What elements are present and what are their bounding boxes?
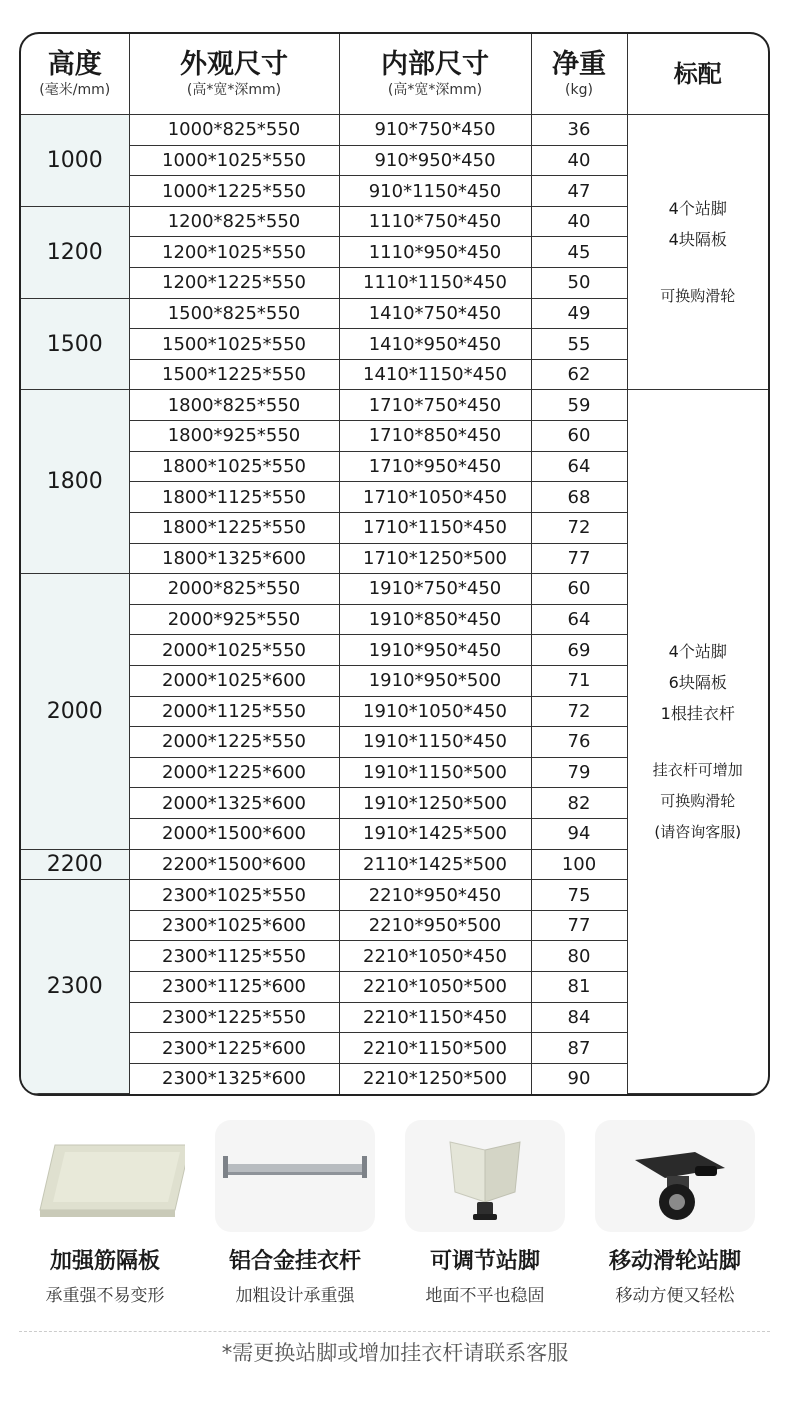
- outer-size-cell: 2300*1025*600: [129, 910, 339, 941]
- feature-wheel-subtitle: 移动方便又轻松: [615, 1286, 735, 1306]
- spec-cell: [627, 390, 768, 1094]
- header-inner-size-label: 内部尺寸: [381, 49, 489, 80]
- inner-size-cell: 2210*950*500: [339, 910, 531, 941]
- outer-size-cell: 1500*1225*550: [129, 359, 339, 390]
- header-inner-size: [339, 34, 531, 115]
- header-net-weight-label: 净重: [552, 49, 606, 80]
- table-header-row: [21, 34, 768, 115]
- inner-size-cell: 1710*1150*450: [339, 512, 531, 543]
- inner-size-cell: 2210*1150*500: [339, 1033, 531, 1064]
- spec-line: 4个站脚: [668, 198, 727, 218]
- weight-cell: 72: [531, 696, 627, 727]
- outer-size-cell: 2300*1125*550: [129, 941, 339, 972]
- inner-size-cell: 2210*1050*450: [339, 941, 531, 972]
- weight-cell: 100: [531, 849, 627, 880]
- shelf-board-icon: [25, 1120, 185, 1232]
- feature-shelf-title: 加强筋隔板: [49, 1249, 160, 1274]
- weight-cell: 64: [531, 451, 627, 482]
- header-net-weight: [531, 34, 627, 115]
- weight-cell: 80: [531, 941, 627, 972]
- inner-size-cell: 1910*1250*500: [339, 788, 531, 819]
- weight-cell: 49: [531, 298, 627, 329]
- outer-size-cell: 2000*1125*550: [129, 696, 339, 727]
- table-row: [21, 390, 768, 421]
- outer-size-cell: 2300*1225*550: [129, 1002, 339, 1033]
- weight-cell: 69: [531, 635, 627, 666]
- header-standard-config-label: 标配: [673, 60, 722, 88]
- header-inner-size-unit: (高*宽*深mm): [387, 82, 483, 98]
- inner-size-cell: 1910*1150*500: [339, 757, 531, 788]
- hanging-rod-icon: [215, 1120, 375, 1232]
- inner-size-cell: 1710*1050*450: [339, 482, 531, 513]
- outer-size-cell: 2000*1025*600: [129, 665, 339, 696]
- spec-line: 1根挂衣杆: [660, 703, 735, 723]
- weight-cell: 77: [531, 543, 627, 574]
- header-height-label: 高度: [47, 49, 102, 80]
- inner-size-cell: 1910*1050*450: [339, 696, 531, 727]
- weight-cell: 68: [531, 482, 627, 513]
- inner-size-cell: 1910*1425*500: [339, 819, 531, 850]
- caster-wheel-icon: [595, 1120, 755, 1232]
- weight-cell: 79: [531, 757, 627, 788]
- weight-cell: 72: [531, 512, 627, 543]
- weight-cell: 55: [531, 329, 627, 360]
- weight-cell: 47: [531, 176, 627, 207]
- outer-size-cell: 1000*1025*550: [129, 145, 339, 176]
- weight-cell: 90: [531, 1063, 627, 1093]
- spec-gap: [628, 729, 769, 755]
- header-outer-size-label: 外观尺寸: [180, 49, 288, 80]
- inner-size-cell: 1910*750*450: [339, 574, 531, 605]
- weight-cell: 75: [531, 880, 627, 911]
- inner-size-cell: 1910*950*450: [339, 635, 531, 666]
- outer-size-cell: 2000*925*550: [129, 604, 339, 635]
- outer-size-cell: 2000*1025*550: [129, 635, 339, 666]
- spec-line: (请咨询客服): [654, 822, 742, 841]
- inner-size-cell: 1710*1250*500: [339, 543, 531, 574]
- feature-shelf: [10, 1120, 200, 1306]
- header-height: [21, 34, 129, 115]
- spec-table: [21, 34, 768, 1094]
- outer-size-cell: 1800*1025*550: [129, 451, 339, 482]
- divider-line: [19, 1331, 770, 1332]
- spec-line: 4个站脚: [668, 641, 727, 661]
- outer-size-cell: 1500*825*550: [129, 298, 339, 329]
- weight-cell: 60: [531, 574, 627, 605]
- spec-cell: [627, 115, 768, 390]
- spec-gap: [628, 255, 769, 281]
- feature-shelf-subtitle: 承重强不易变形: [45, 1286, 165, 1306]
- weight-cell: 64: [531, 604, 627, 635]
- outer-size-cell: 2000*1500*600: [129, 819, 339, 850]
- inner-size-cell: 2210*950*450: [339, 880, 531, 911]
- spec-line: 4块隔板: [668, 229, 727, 249]
- outer-size-cell: 2000*825*550: [129, 574, 339, 605]
- weight-cell: 59: [531, 390, 627, 421]
- weight-cell: 36: [531, 115, 627, 146]
- weight-cell: 81: [531, 972, 627, 1003]
- height-cell: 1500: [21, 298, 129, 390]
- spec-line: 可换购滑轮: [660, 286, 736, 305]
- inner-size-cell: 1710*950*450: [339, 451, 531, 482]
- spec-line: 可换购滑轮: [660, 791, 736, 810]
- spec-line: 挂衣杆可增加: [652, 760, 743, 779]
- outer-size-cell: 1800*825*550: [129, 390, 339, 421]
- table-row: [21, 115, 768, 146]
- feature-rod-title: 铝合金挂衣杆: [228, 1249, 361, 1274]
- adjustable-foot-icon: [405, 1120, 565, 1232]
- weight-cell: 84: [531, 1002, 627, 1033]
- inner-size-cell: 1910*950*500: [339, 665, 531, 696]
- height-cell: 2300: [21, 880, 129, 1094]
- header-net-weight-unit: (kg): [565, 82, 593, 98]
- weight-cell: 94: [531, 819, 627, 850]
- header-outer-size: [129, 34, 339, 115]
- weight-cell: 50: [531, 268, 627, 299]
- height-cell: 2200: [21, 849, 129, 880]
- spec-line: 6块隔板: [668, 672, 727, 692]
- features-section: [0, 1120, 790, 1320]
- inner-size-cell: 2210*1050*500: [339, 972, 531, 1003]
- outer-size-cell: 1000*825*550: [129, 115, 339, 146]
- weight-cell: 77: [531, 910, 627, 941]
- inner-size-cell: 2110*1425*500: [339, 849, 531, 880]
- inner-size-cell: 1910*1150*450: [339, 727, 531, 758]
- inner-size-cell: 910*750*450: [339, 115, 531, 146]
- inner-size-cell: 1710*850*450: [339, 421, 531, 452]
- weight-cell: 71: [531, 665, 627, 696]
- feature-foot-subtitle: 地面不平也稳固: [425, 1286, 545, 1306]
- inner-size-cell: 910*950*450: [339, 145, 531, 176]
- table-body: [21, 115, 768, 1094]
- outer-size-cell: 2000*1225*600: [129, 757, 339, 788]
- weight-cell: 62: [531, 359, 627, 390]
- outer-size-cell: 1800*1225*550: [129, 512, 339, 543]
- outer-size-cell: 1800*1125*550: [129, 482, 339, 513]
- inner-size-cell: 1110*1150*450: [339, 268, 531, 299]
- outer-size-cell: 1800*925*550: [129, 421, 339, 452]
- outer-size-cell: 2000*1325*600: [129, 788, 339, 819]
- outer-size-cell: 2300*1125*600: [129, 972, 339, 1003]
- outer-size-cell: 2200*1500*600: [129, 849, 339, 880]
- inner-size-cell: 2210*1250*500: [339, 1063, 531, 1093]
- feature-wheel: [580, 1120, 770, 1306]
- height-cell: 1800: [21, 390, 129, 574]
- header-standard-config: [627, 34, 768, 115]
- inner-size-cell: 1110*950*450: [339, 237, 531, 268]
- outer-size-cell: 1200*1025*550: [129, 237, 339, 268]
- height-cell: 1000: [21, 115, 129, 207]
- inner-size-cell: 910*1150*450: [339, 176, 531, 207]
- outer-size-cell: 2300*1225*600: [129, 1033, 339, 1064]
- outer-size-cell: 2300*1325*600: [129, 1063, 339, 1093]
- weight-cell: 60: [531, 421, 627, 452]
- feature-foot-title: 可调节站脚: [429, 1249, 540, 1274]
- outer-size-cell: 1200*825*550: [129, 206, 339, 237]
- outer-size-cell: 1200*1225*550: [129, 268, 339, 299]
- weight-cell: 45: [531, 237, 627, 268]
- outer-size-cell: 1500*1025*550: [129, 329, 339, 360]
- weight-cell: 76: [531, 727, 627, 758]
- feature-foot: [390, 1120, 580, 1306]
- outer-size-cell: 2000*1225*550: [129, 727, 339, 758]
- weight-cell: 40: [531, 206, 627, 237]
- footer-note: *需更换站脚或增加挂衣杆请联系客服: [221, 1341, 569, 1365]
- header-outer-size-unit: (高*宽*深mm): [186, 82, 282, 98]
- inner-size-cell: 2210*1150*450: [339, 1002, 531, 1033]
- inner-size-cell: 1910*850*450: [339, 604, 531, 635]
- weight-cell: 87: [531, 1033, 627, 1064]
- spec-table-container: [19, 32, 770, 1096]
- feature-rod: [200, 1120, 390, 1306]
- feature-wheel-title: 移动滑轮站脚: [608, 1249, 741, 1274]
- weight-cell: 82: [531, 788, 627, 819]
- height-cell: 2000: [21, 574, 129, 849]
- inner-size-cell: 1410*950*450: [339, 329, 531, 360]
- inner-size-cell: 1410*1150*450: [339, 359, 531, 390]
- height-cell: 1200: [21, 206, 129, 298]
- header-height-unit: (毫米/mm): [39, 82, 111, 98]
- outer-size-cell: 2300*1025*550: [129, 880, 339, 911]
- outer-size-cell: 1800*1325*600: [129, 543, 339, 574]
- inner-size-cell: 1410*750*450: [339, 298, 531, 329]
- outer-size-cell: 1000*1225*550: [129, 176, 339, 207]
- inner-size-cell: 1110*750*450: [339, 206, 531, 237]
- feature-rod-subtitle: 加粗设计承重强: [235, 1286, 355, 1306]
- inner-size-cell: 1710*750*450: [339, 390, 531, 421]
- weight-cell: 40: [531, 145, 627, 176]
